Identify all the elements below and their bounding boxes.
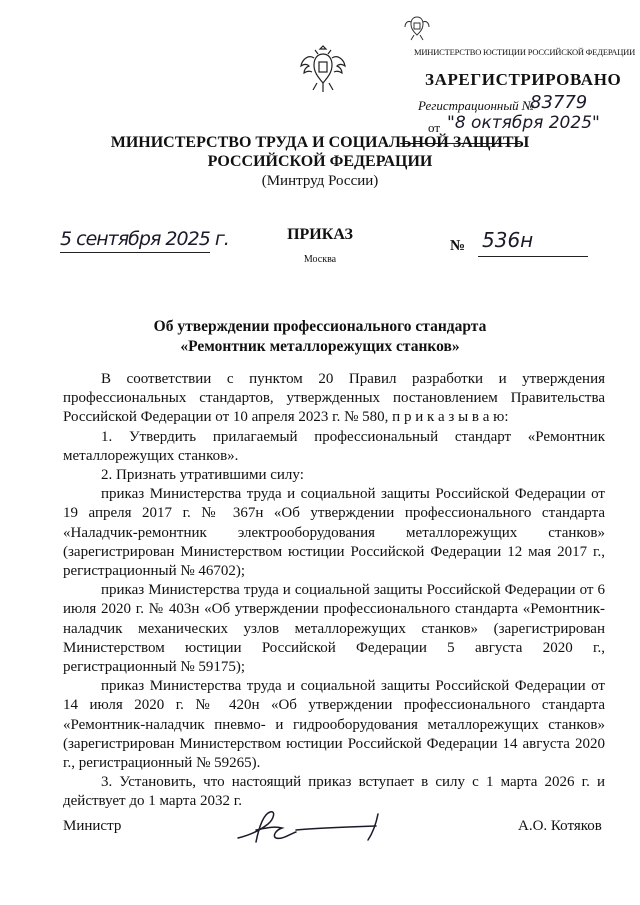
coat-of-arms-icon	[298, 40, 348, 96]
ministry-name-line1: МИНИСТЕРСТВО ТРУДА И СОЦИАЛЬНОЙ ЗАЩИТЫ	[110, 134, 530, 151]
stamp-coat-of-arms-icon	[404, 14, 430, 42]
stamp-reg-number-label: Регистрационный №	[418, 98, 535, 113]
handwritten-signature-icon	[228, 800, 408, 850]
order-city: Москва	[303, 254, 337, 265]
paragraph-item-2: 2. Признать утратившими силу:	[101, 467, 304, 484]
order-number-underline	[478, 256, 588, 257]
paragraph-repealed-order-2: приказ Министерства труда и социальной защиты Российской Федерации от 6 июля 2020 г. № 403н «Об утверждении профессионального стандарта «Ремонтник-наладчик механических узлов металлорежущих станков» (зарегистрирован Министерством юстиции Российской Федерации 5 августа 2020 г., регистрационный № 59175);	[63, 582, 605, 676]
order-number: 536н	[482, 228, 534, 252]
stamp-date-label: от	[428, 120, 441, 135]
subject-line1: Об утверждении профессионального стандарта	[153, 318, 487, 335]
signer-position: Министр	[63, 818, 122, 834]
stamp-date: "8 октября 2025"	[447, 113, 600, 133]
subject-line2: «Ремонтник металлорежущих станков»	[180, 338, 460, 355]
order-body	[63, 370, 605, 812]
ministry-name-line2: РОССИЙСКОЙ ФЕДЕРАЦИИ	[207, 153, 433, 170]
paragraph-repealed-order-1: приказ Министерства труда и социальной защиты Российской Федерации от 19 апреля 2017 г. № 367н «Об утверждении профессионального стандарта «Наладчик-ремонтник электрооборудования металлорежущих станков» (зарегистрирован Министерством юстиции Российской Федерации 12 мая 2017 г., регистрационный № 46702);	[63, 486, 605, 580]
stamp-ministry-text: МИНИСТЕРСТВО ЮСТИЦИИ РОССИЙСКОЙ ФЕДЕРАЦИИ	[414, 47, 636, 57]
signer-name: А.О. Котяков	[518, 818, 602, 834]
order-title: ПРИКАЗ	[287, 226, 353, 243]
order-number-sign: №	[450, 238, 466, 254]
paragraph-item-1: 1. Утвердить прилагаемый профессиональный стандарт «Ремонтник металлорежущих станков».	[63, 428, 605, 464]
stamp-reg-number: 83779	[530, 92, 588, 113]
paragraph-preamble: В соответствии с пунктом 20 Правил разработки и утверждения профессиональных стандартов, утвержденных постановлением Правительства Российской Федерации от 10 апреля 2023 г. № 580, п р и к а з ы в а ю:	[63, 371, 605, 426]
order-date-underline	[60, 252, 210, 253]
order-date: 5 сентября 2025 г.	[60, 228, 229, 250]
paragraph-repealed-order-3: приказ Министерства труда и социальной защиты Российской Федерации от 14 июля 2020 г. № 420н «Об утверждении профессионального стандарта «Ремонтник-наладчик пневмо- и гидрооборудования металлорежущих станков» (зарегистрирован Министерством юстиции Российской Федерации 14 августа 2020 г., регистрационный № 59265).	[63, 678, 605, 772]
paragraph-item-3: 3. Установить, что настоящий приказ вступает в силу с 1 марта 2026 г. и действует до 1 марта 2032 г.	[63, 774, 605, 810]
stamp-registered-title: ЗАРЕГИСТРИРОВАНО	[425, 70, 622, 89]
ministry-short-name: (Минтруд России)	[261, 173, 379, 189]
